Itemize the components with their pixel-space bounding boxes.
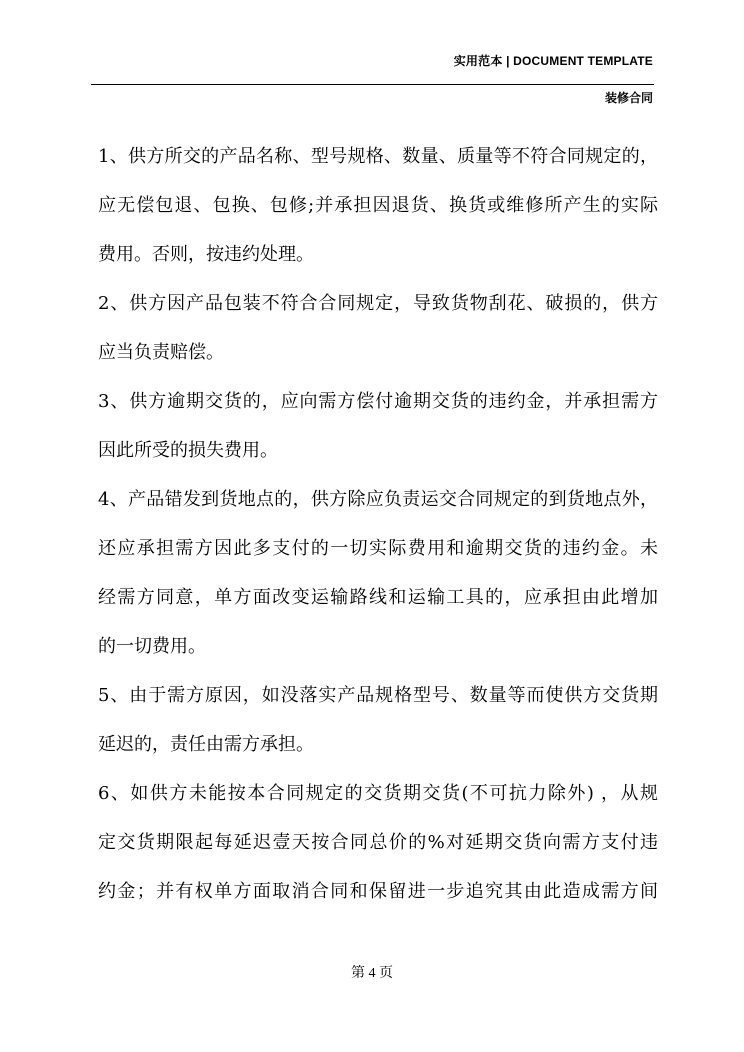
body-line: 因此所受的损失费用。 bbox=[98, 440, 278, 461]
body-line: 还应承担需方因此多支付的一切实际费用和逾期交货的违约金。未 bbox=[98, 538, 658, 559]
contract-body bbox=[98, 138, 658, 922]
body-line: 3、供方逾期交货的，应向需方偿付逾期交货的违约金，并承担需方 bbox=[98, 391, 658, 412]
page-number: 第 4 页 bbox=[351, 966, 393, 981]
body-line: 延迟的，责任由需方承担。 bbox=[98, 734, 314, 755]
body-line: 1、供方所交的产品名称、型号规格、数量、质量等不符合同规定的， bbox=[98, 146, 658, 167]
header-template-label: 实用范本 | DOCUMENT TEMPLATE bbox=[453, 54, 653, 68]
body-line: 应当负责赔偿。 bbox=[98, 342, 224, 363]
body-line: 的一切费用。 bbox=[98, 636, 206, 657]
body-line: 4、产品错发到货地点的，供方除应负责运交合同规定的到货地点外， bbox=[98, 489, 658, 510]
body-line: 5、由于需方原因，如没落实产品规格型号、数量等而使供方交货期 bbox=[98, 685, 658, 706]
body-line: 经需方同意，单方面改变运输路线和运输工具的，应承担由此增加 bbox=[98, 587, 658, 608]
header-divider bbox=[91, 84, 654, 85]
body-line: 2、供方因产品包装不符合合同规定，导致货物刮花、破损的，供方 bbox=[98, 293, 658, 314]
body-line: 定交货期限起每延迟壹天按合同总价的%对延期交货向需方支付违 bbox=[98, 832, 658, 853]
document-title: 装修合同 bbox=[604, 91, 653, 105]
body-line: 约金；并有权单方面取消合同和保留进一步追究其由此造成需方间 bbox=[98, 881, 658, 902]
body-line: 费用。否则，按违约处理。 bbox=[98, 244, 314, 265]
body-line: 应无偿包退、包换、包修;并承担因退货、换货或维修所产生的实际 bbox=[98, 195, 658, 216]
body-line: 6、如供方未能按本合同规定的交货期交货(不可抗力除外) ，从规 bbox=[98, 783, 658, 804]
